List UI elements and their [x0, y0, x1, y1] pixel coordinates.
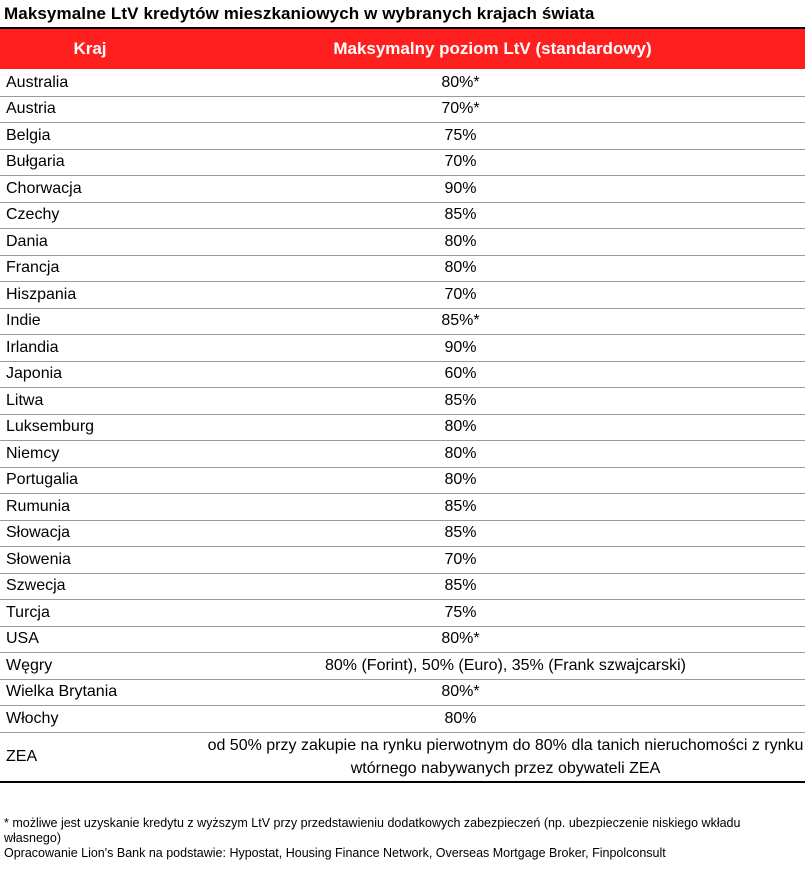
ltv-cell: 70% [444, 550, 477, 568]
table-row [0, 521, 805, 548]
table-row [0, 733, 805, 783]
ltv-cell: 85% [444, 391, 477, 409]
country-cell: Japonia [6, 365, 63, 383]
table-row [0, 70, 805, 97]
country-cell: Słowacja [6, 524, 71, 542]
country-cell: Węgry [6, 656, 53, 674]
country-cell: Dania [6, 232, 48, 250]
table-row [0, 468, 805, 495]
country-cell: ZEA [6, 747, 38, 765]
table-row [0, 680, 805, 707]
header-ltv: Maksymalny poziom LtV (standardowy) [333, 39, 652, 58]
table-row [0, 309, 805, 336]
country-cell: Portugalia [6, 471, 79, 489]
country-cell: Słowenia [6, 550, 71, 568]
country-cell: Hiszpania [6, 285, 77, 303]
ltv-cell: od 50% przy zakupie na rynku pierwotnym do 80% dla tanich nieruchomości z rynku wtórnego nabywanych przez obywateli ZEA [207, 736, 804, 777]
table-row [0, 627, 805, 654]
table-title: Maksymalne LtV kredytów mieszkaniowych w wybranych krajach świata [4, 4, 595, 23]
country-cell: Indie [6, 312, 41, 330]
ltv-cell: 80% [444, 418, 477, 436]
ltv-cell: 70%* [441, 100, 480, 118]
footnotes [4, 816, 799, 861]
table-row [0, 362, 805, 389]
table-row [0, 203, 805, 230]
ltv-cell: 85% [444, 497, 477, 515]
ltv-cell: 70% [444, 285, 477, 303]
table-row [0, 176, 805, 203]
table-row [0, 600, 805, 627]
ltv-cell: 80% [444, 444, 477, 462]
ltv-cell: 80% (Forint), 50% (Euro), 35% (Frank szwajcarski) [325, 656, 686, 674]
footnote-note: * możliwe jest uzyskanie kredytu z wyższym LtV przy przedstawieniu dodatkowych zabezpieczeń (np. ubezpieczenie niskiego wkładu własnego) [4, 816, 741, 845]
country-cell: Luksemburg [6, 418, 95, 436]
country-cell: Austria [6, 100, 56, 118]
country-cell: Belgia [6, 126, 51, 144]
table-row [0, 229, 805, 256]
ltv-cell: 80% [444, 709, 477, 727]
country-cell: Australia [6, 73, 69, 91]
table-row [0, 441, 805, 468]
country-cell: Litwa [6, 391, 44, 409]
country-cell: Czechy [6, 206, 60, 224]
ltv-cell: 90% [444, 338, 477, 356]
table-header [0, 29, 805, 69]
country-cell: Bułgaria [6, 153, 65, 171]
country-cell: Wielka Brytania [6, 683, 118, 701]
ltv-cell: 90% [444, 179, 477, 197]
country-cell: Francja [6, 259, 60, 277]
ltv-cell: 85% [444, 206, 477, 224]
table-row [0, 282, 805, 309]
table-row [0, 388, 805, 415]
ltv-cell: 80% [444, 471, 477, 489]
table-row [0, 574, 805, 601]
ltv-cell: 80%* [441, 630, 480, 648]
country-cell: Turcja [6, 603, 50, 621]
ltv-cell: 80% [444, 259, 477, 277]
table-row [0, 547, 805, 574]
table-row [0, 706, 805, 733]
country-cell: Chorwacja [6, 179, 82, 197]
table-body [0, 70, 805, 783]
ltv-cell: 80%* [441, 73, 480, 91]
table-row [0, 150, 805, 177]
country-cell: USA [6, 630, 39, 648]
ltv-cell: 80% [444, 232, 477, 250]
ltv-cell: 60% [444, 365, 477, 383]
footnote-source: Opracowanie Lion's Bank na podstawie: Hypostat, Housing Finance Network, Overseas Mortgage Broker, Finpolconsult [4, 846, 666, 860]
ltv-cell: 75% [444, 603, 477, 621]
country-cell: Szwecja [6, 577, 66, 595]
table-row [0, 415, 805, 442]
country-cell: Niemcy [6, 444, 60, 462]
table-row [0, 123, 805, 150]
ltv-cell: 85%* [441, 312, 480, 330]
ltv-cell: 85% [444, 524, 477, 542]
header-country: Kraj [73, 39, 107, 58]
ltv-cell: 75% [444, 126, 477, 144]
country-cell: Rumunia [6, 497, 71, 515]
country-cell: Włochy [6, 709, 59, 727]
table-row [0, 335, 805, 362]
table-row [0, 256, 805, 283]
ltv-cell: 85% [444, 577, 477, 595]
table-row [0, 494, 805, 521]
ltv-cell: 70% [444, 153, 477, 171]
table-row [0, 653, 805, 680]
country-cell: Irlandia [6, 338, 59, 356]
table-row [0, 97, 805, 124]
ltv-cell: 80%* [441, 683, 480, 701]
